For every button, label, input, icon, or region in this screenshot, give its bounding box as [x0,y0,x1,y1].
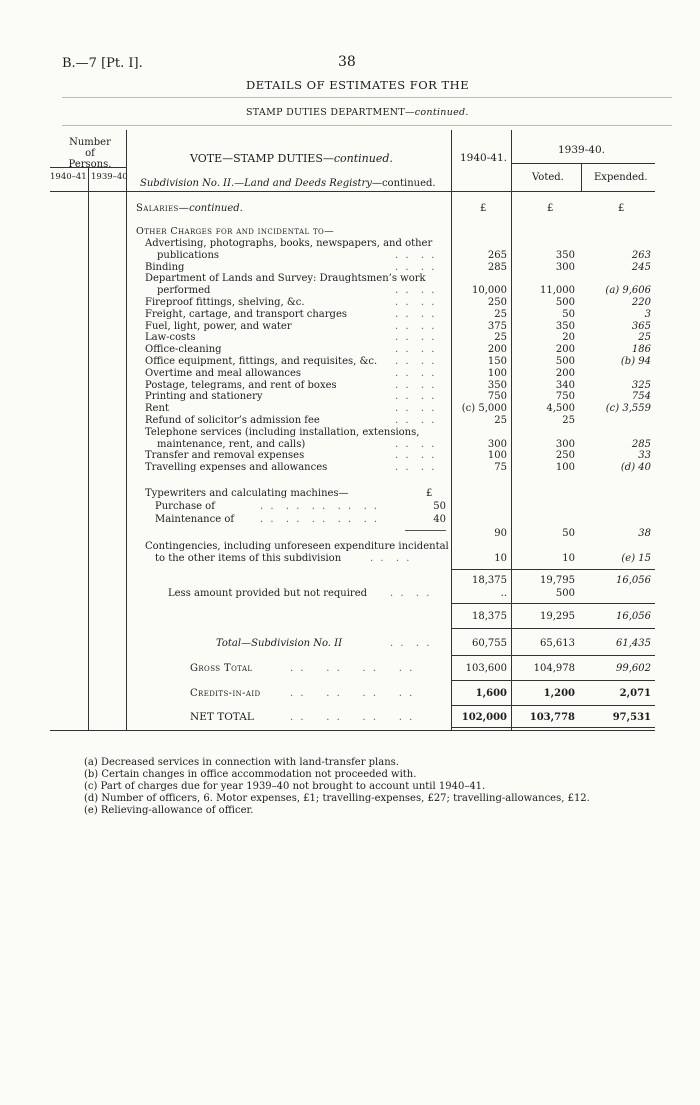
total-rule [451,655,655,656]
vote-title-cont: continued. [333,152,393,165]
total-rule [451,705,655,706]
footnote-b: (b) Certain changes in office accommodation not proceeded with. [84,769,417,780]
subtotal-rule [451,569,655,570]
item-label: Fireproof fittings, shelving, &c. [145,297,305,308]
col-header-expended: Expended. [594,172,648,183]
item-label: Overtime and meal allowances [145,367,302,379]
item-1940-41: 25 [494,308,507,320]
item-1940-41: 750 [487,391,507,403]
net-voted: 103,778 [529,712,575,723]
total-rule [451,680,655,681]
item-1940-41: 350 [487,379,507,391]
pound-symbol: £ [426,488,433,499]
footnote-c: (c) Part of charges due for year 1939–40 not brought to account until 1940–41. [84,781,486,792]
leader-dots: . . . . [395,450,437,462]
footnote-e: (e) Relieving-allowance of officer. [84,805,254,816]
other-charges-heading: Other Charges for and incidental to— [136,226,335,237]
item-voted: 4,500 [546,403,575,415]
leader-dots: . . . . [395,356,437,367]
contingencies-voted: 10 [562,553,575,564]
leader-dots: . . . . [395,332,437,344]
item-voted: 340 [555,379,575,391]
item-expended: 3 [644,308,651,320]
credits-1940-41: 1,600 [475,688,507,699]
subdivision-cont: —continued. [371,178,436,189]
credits-in-aid-label: Credits-in-aid [190,688,261,699]
item-1940-41: 75 [494,462,507,474]
item-voted: 300 [555,261,575,273]
contingencies-line-2: to the other items of this subdivision [155,553,342,564]
item-expended: (d) 40 [620,462,651,474]
leader-dots: . . . . [395,391,437,403]
item-expended: 754 [631,391,651,403]
net-total-label: NET TOTAL [190,711,254,723]
leader-dots: . . . . [395,261,437,273]
item-label: Office-cleaning [145,344,222,356]
item-voted: 11,000 [540,285,575,297]
item-label: Office equipment, fittings, and requisites, &c. [145,356,378,367]
divider [62,97,672,98]
item-voted: 20 [562,332,575,344]
pound-symbol: £ [547,203,554,214]
vote-title-text: VOTE—STAMP DUTIES— [190,152,334,165]
item-label-cont: performed [157,285,211,297]
typewriters-label: Typewriters and calculating machines— [145,488,349,499]
item-label: Refund of solicitor’s admission fee [145,415,320,426]
subtitle-cont: continued. [414,107,469,118]
total-sub-expended: 61,435 [616,638,651,649]
year-header-1939: 1939–40 [91,172,128,182]
item-label: Printing and stationery [145,391,263,403]
less-amount-label: Less amount provided but not required [168,588,368,599]
table-bottom-rule [50,730,655,731]
item-voted: 500 [555,356,575,367]
sub-rule [405,530,446,531]
item-expended: 365 [631,320,651,332]
item-1940-41: 150 [487,356,507,367]
subtotal-rule [451,603,655,604]
table-col-line [581,163,582,191]
table-col-line [451,130,452,730]
table-bottom-rule [451,727,655,728]
col-header-voted: Voted. [532,172,564,183]
purchase-value: 50 [433,501,446,512]
item-label: Telephone services (including installation, extensions, [145,426,420,438]
item-label: Rent [145,403,169,415]
footnote-a: (a) Decreased services in connection with land-transfer plans. [84,757,399,768]
gross-total-label: Gross Total [190,663,253,674]
item-1940-41: 285 [487,261,507,273]
item-label: Advertising, photographs, books, newspapers, and other [145,238,433,249]
item-expended: (a) 9,606 [605,285,651,297]
item-voted: 500 [555,297,575,308]
item-1940-41: 25 [494,415,507,426]
maintenance-value: 40 [433,514,446,525]
total-sub-voted: 65,613 [540,638,575,649]
pound-symbol: £ [480,203,487,214]
item-1940-41: 200 [487,344,507,356]
item-1940-41: (c) 5,000 [461,403,507,415]
net-expended: 97,531 [612,712,651,723]
subtotal2-1940-41: 18,375 [472,611,507,622]
subtotal-1940-41: 18,375 [472,575,507,586]
year-header-1940: 1940–41 [50,172,87,182]
total-subdivision-label: Total—Subdivision No. II [216,638,343,649]
gross-1940-41: 103,600 [465,663,507,674]
typewriters-voted: 50 [562,528,575,539]
table-col-line [126,130,127,730]
leader-dots: . . . . [395,367,437,379]
contingencies-1940-41: 10 [494,553,507,564]
maintenance-label: Maintenance of [155,514,235,525]
purchase-label: Purchase of [155,501,215,512]
item-expended: 220 [631,297,651,308]
item-expended: 263 [631,249,651,261]
subtotal2-voted: 19,295 [540,611,575,622]
item-voted: 350 [555,249,575,261]
salaries-label: Salaries— [136,203,190,214]
item-1940-41: 265 [487,249,507,261]
net-1940-41: 102,000 [461,712,507,723]
credits-expended: 2,071 [619,688,651,699]
leader-dots: . . . . [395,297,437,308]
item-voted: 100 [555,462,575,474]
subtotal-rule [451,628,655,629]
item-expended: 33 [638,450,651,462]
footnote-d: (d) Number of officers, 6. Motor expenses, £1; travelling-expenses, £27; travelling-allowances, £12. [84,793,590,804]
number-persons-header: Number of Persons. [68,137,112,170]
document-reference: B.—7 [Pt. I]. [62,56,143,71]
col-header-1939-40: 1939-40. [558,144,605,156]
item-label: Department of Lands and Survey: Draughtsmen’s work [145,273,426,285]
total-sub-1940-41: 60,755 [472,638,507,649]
item-voted: 200 [555,344,575,356]
col-header-1940-41: 1940-41. [460,152,507,164]
item-label: Binding [145,261,185,273]
typewriters-1940-41: 90 [494,528,507,539]
leader-dots: . . . . [395,285,437,297]
leader-dots: . . . . [395,344,437,356]
item-1940-41: 25 [494,332,507,344]
subtotal-expended: 16,056 [616,575,651,586]
table-header-rule [50,191,655,192]
contingencies-line-1: Contingencies, including unforeseen expenditure incidental [145,541,449,552]
department-subtitle [246,107,469,118]
table-col-line [88,167,89,730]
salaries-cont: continued. [189,203,243,214]
leader-dots: . . . . [395,415,437,426]
vote-title [190,153,393,165]
item-1940-41: 300 [487,438,507,450]
item-label: Freight, cartage, and transport charges [145,308,348,320]
item-1940-41: 10,000 [472,285,507,297]
item-label-cont: maintenance, rent, and calls) [157,438,306,450]
leader-dots: . . . . [395,379,437,391]
item-1940-41: 100 [487,367,507,379]
gross-expended: 99,602 [616,663,651,674]
item-voted: 200 [555,367,575,379]
subtitle-text: STAMP DUTIES DEPARTMENT— [246,107,415,118]
item-expended: 186 [631,344,651,356]
subdivision-label: Subdivision No. II.—Land and Deeds Registry [140,178,372,189]
item-label: Transfer and removal expenses [145,450,305,462]
item-voted: 350 [555,320,575,332]
page-title: DETAILS OF ESTIMATES FOR THE [246,78,470,92]
leader-dots: . . . . [395,249,437,261]
table-header-rule [511,163,655,164]
contingencies-expended: (e) 15 [621,553,651,564]
item-label-cont: publications [157,249,220,261]
divider [62,125,672,126]
item-voted: 25 [562,415,575,426]
subtotal-voted: 19,795 [540,575,575,586]
table-col-line [511,130,512,730]
less-voted: 500 [555,588,575,599]
item-1940-41: 375 [487,320,507,332]
item-expended: 25 [638,332,651,344]
credits-voted: 1,200 [543,688,575,699]
page-number: 38 [338,54,356,70]
leader-dots: . . . . [395,462,437,474]
item-expended: 325 [631,379,651,391]
item-expended: (c) 3,559 [605,403,651,415]
typewriters-expended: 38 [638,528,651,539]
leader-dots: . . . . [395,308,437,320]
item-expended: 245 [631,261,651,273]
item-voted: 50 [562,308,575,320]
item-voted: 750 [555,391,575,403]
item-label: Travelling expenses and allowances [145,462,328,474]
salaries-heading [136,203,243,215]
item-expended: (b) 94 [620,356,651,367]
gross-voted: 104,978 [533,663,575,674]
item-1940-41: 250 [487,297,507,308]
item-label: Postage, telegrams, and rent of boxes [145,379,337,391]
subdivision-title [140,178,436,190]
leader-dots: . . . . [395,438,437,450]
subtotal2-expended: 16,056 [616,611,651,622]
leader-dots: . . . . [395,403,437,415]
item-label: Fuel, light, power, and water [145,320,292,332]
item-label: Law-costs [145,332,196,344]
pound-symbol: £ [618,203,625,214]
item-voted: 300 [555,438,575,450]
less-1940-41: .. [500,588,507,599]
item-voted: 250 [555,450,575,462]
item-expended: 285 [631,438,651,450]
item-1940-41: 100 [487,450,507,462]
leader-dots: . . . . [395,320,437,332]
